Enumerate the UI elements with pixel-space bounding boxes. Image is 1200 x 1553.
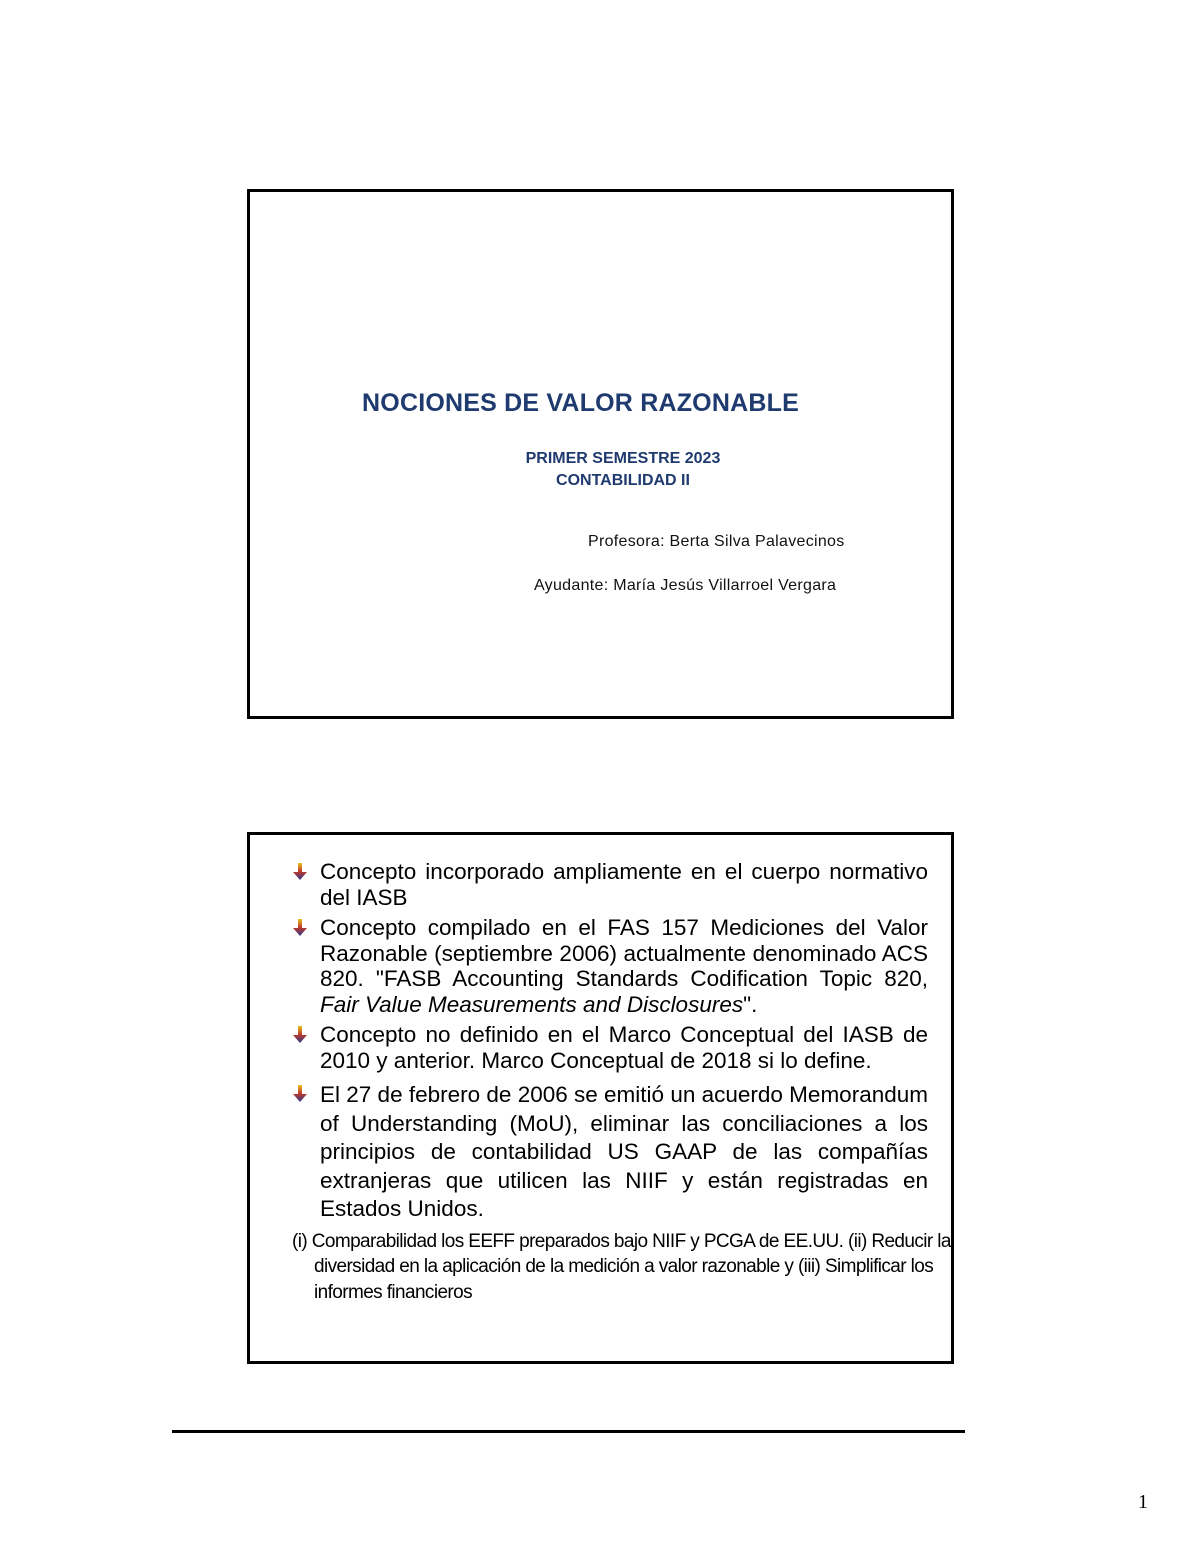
down-arrow-bullet-icon — [292, 919, 308, 937]
bullet-item — [288, 859, 928, 910]
slide-subtitle-course: CONTABILIDAD II — [556, 472, 690, 489]
bullet-item — [288, 1022, 928, 1073]
bullet-item — [288, 915, 928, 1017]
down-arrow-bullet-icon — [292, 1085, 308, 1103]
bullet-text — [320, 915, 928, 1017]
content-slide — [247, 832, 954, 1364]
bullet-text: Concepto incorporado ampliamente en el cuerpo normativo del IASB — [320, 859, 928, 910]
bullet-text-italic: Fair Value Measurements and Disclosures — [320, 991, 744, 1017]
page-number: 1 — [1138, 1491, 1148, 1513]
bullet-text: Concepto no definido en el Marco Conceptual del IASB de 2010 y anterior. Marco Conceptual de 2018 si lo define. — [320, 1022, 928, 1073]
title-slide — [247, 189, 954, 719]
bullet-text: El 27 de febrero de 2006 se emitió un acuerdo Memorandum of Understanding (MoU), eliminar las conciliaciones a los principios de contabilidad US GAAP de las compañías extranjeras que utilicen las NIIF y están registradas en Estados Unidos. — [320, 1082, 928, 1221]
bullet-list — [288, 859, 951, 1305]
bullet-text-main: Concepto compilado en el FAS 157 Mediciones del Valor Razonable (septiembre 2006) actualmente denominado ACS 820. "FASB Accounting Standards Codification Topic 820, — [320, 915, 928, 991]
footer-divider — [172, 1430, 965, 1433]
assistant-name: Ayudante: María Jesús Villarroel Vergara — [534, 577, 837, 594]
objectives-note: (i) Comparabilidad los EEFF preparados bajo NIIF y PCGA de EE.UU. (ii) Reducir la diversidad en la aplicación de la medición a valor razonable y (iii) Simplificar los informes financieros — [292, 1230, 951, 1303]
bullet-item — [288, 1081, 928, 1224]
professor-name: Profesora: Berta Silva Palavecinos — [588, 533, 845, 550]
bullet-text-tail: ". — [743, 991, 758, 1017]
slide-title: NOCIONES DE VALOR RAZONABLE — [362, 389, 799, 417]
down-arrow-bullet-icon — [292, 1026, 308, 1044]
slide-subtitle-semester: PRIMER SEMESTRE 2023 — [525, 450, 721, 467]
down-arrow-bullet-icon — [292, 863, 308, 881]
